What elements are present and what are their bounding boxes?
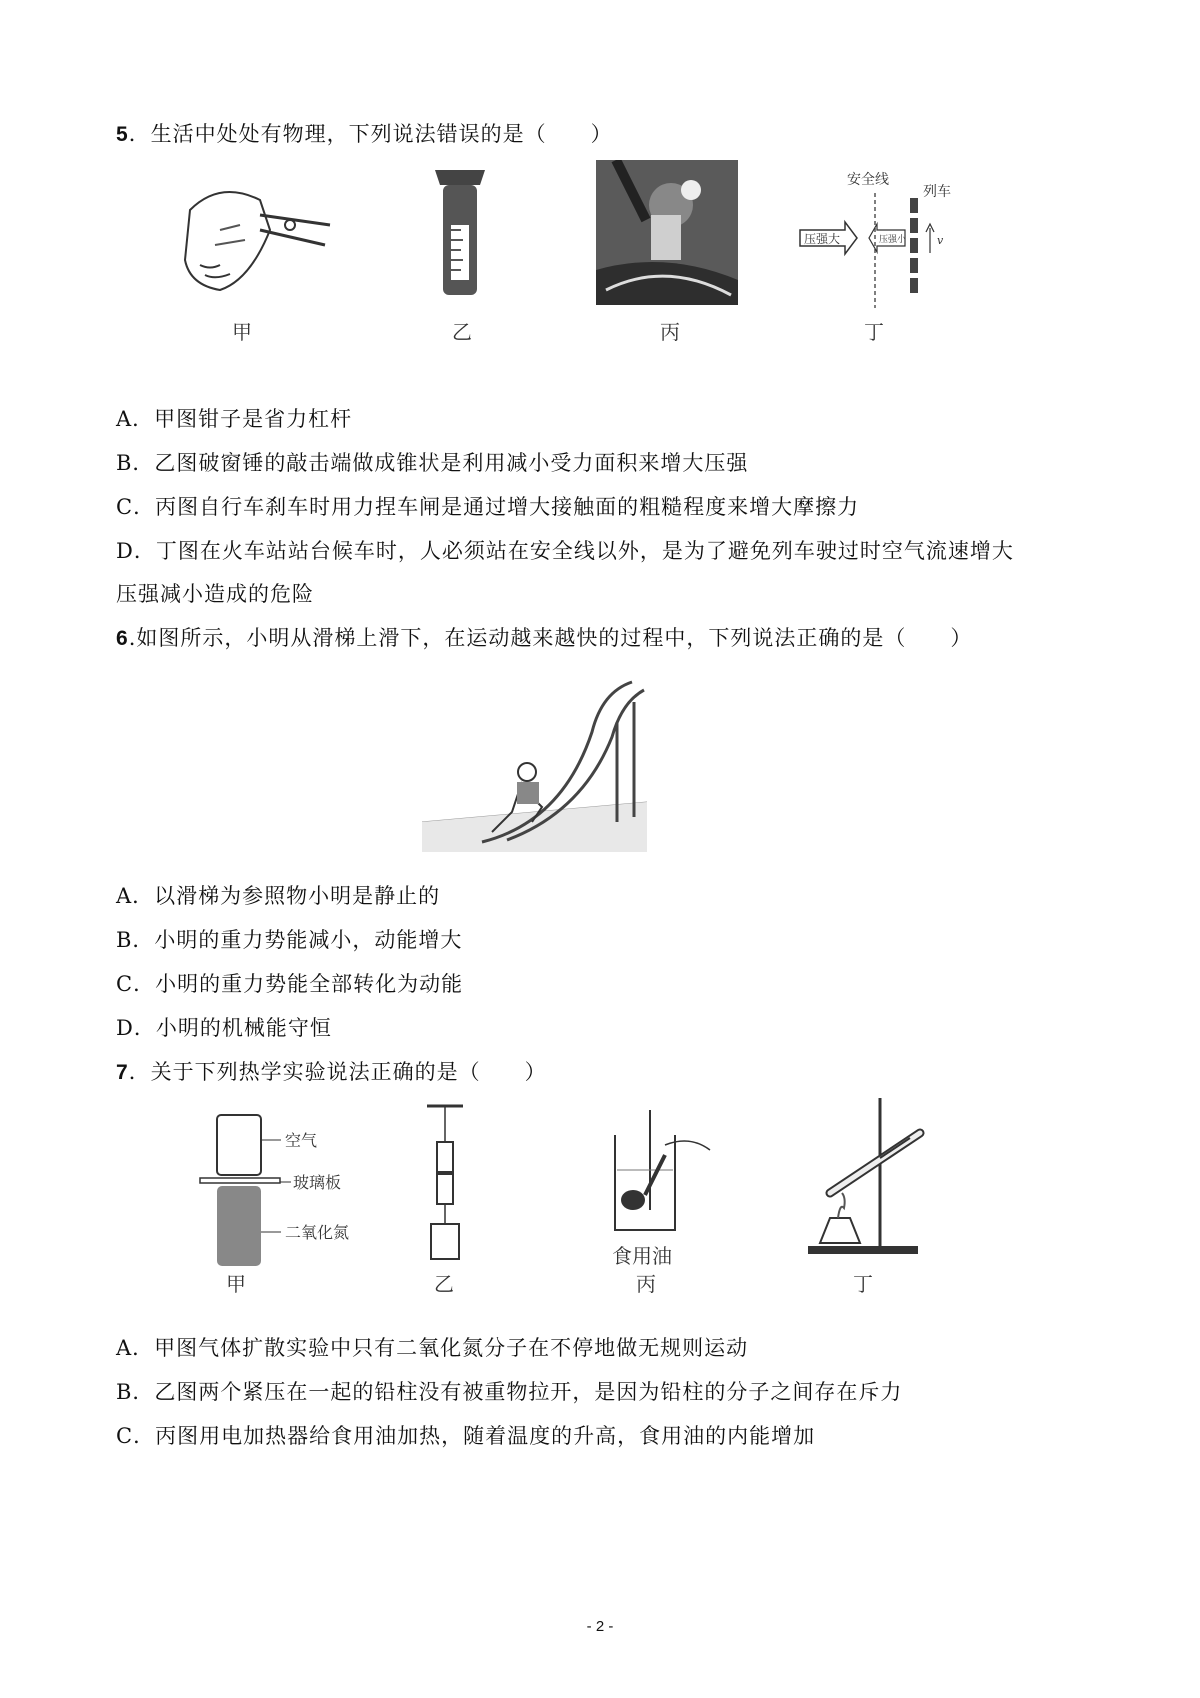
velocity-label: v xyxy=(937,234,944,247)
q5-option-a: A．甲图钳子是省力杠杆 xyxy=(116,407,353,431)
caption-yi: 乙 xyxy=(434,1272,454,1296)
caption-jia: 甲 xyxy=(232,320,252,344)
test-tube-heating-figure xyxy=(800,1098,940,1258)
glass-label: 玻璃板 xyxy=(293,1173,342,1192)
window-hammer-figure xyxy=(425,165,495,305)
q6-option-c: C．小明的重力势能全部转化为动能 xyxy=(116,972,464,996)
caption-ding: 丁 xyxy=(864,320,884,344)
air-label: 空气 xyxy=(285,1131,318,1150)
q5-option-b: B．乙图破窗锤的敲击端做成锥状是利用减小受力面积来增大压强 xyxy=(116,451,749,475)
q7-option-c: C．丙图用电加热器给食用油加热，随着温度的升高，食用油的内能增加 xyxy=(116,1424,816,1448)
page-number: - 2 - xyxy=(586,1618,614,1635)
q6-option-d: D．小明的机械能守恒 xyxy=(116,1016,332,1040)
q5-option-d-continued: 压强减小造成的危险 xyxy=(116,582,314,606)
question-5-stem xyxy=(116,118,613,148)
question-text: .如图所示，小明从滑梯上滑下，在运动越来越快的过程中，下列说法正确的是（ ） xyxy=(128,626,973,650)
question-text: ．生活中处处有物理，下列说法错误的是（ ） xyxy=(128,122,613,146)
q5-option-c: C．丙图自行车刹车时用力捏车闸是通过增大接触面的粗糙程度来增大摩擦力 xyxy=(116,495,860,519)
question-6-stem xyxy=(116,622,972,652)
pliers-figure xyxy=(160,170,350,310)
train-label: 列车 xyxy=(923,184,951,200)
low-pressure-label: 压强小 xyxy=(879,235,907,245)
q7-option-a: A．甲图气体扩散实验中只有二氧化氮分子在不停地做无规则运动 xyxy=(116,1336,749,1360)
oil-label: 食用油 xyxy=(612,1244,672,1268)
q6-option-a: A．以滑梯为参照物小明是静止的 xyxy=(116,884,441,908)
gas-diffusion-figure xyxy=(195,1110,370,1275)
q7-option-b: B．乙图两个紧压在一起的铅柱没有被重物拉开，是因为铅柱的分子之间存在斥力 xyxy=(116,1380,903,1404)
bicycle-brake-photo xyxy=(596,160,738,305)
question-number: 6 xyxy=(116,627,129,650)
slide-figure xyxy=(422,672,647,852)
q6-option-b: B．小明的重力势能减小，动能增大 xyxy=(116,928,463,952)
safety-line-diagram xyxy=(795,168,965,308)
lead-cylinders-figure xyxy=(425,1102,465,1267)
caption-jia: 甲 xyxy=(226,1272,246,1296)
q5-option-d: D．丁图在火车站站台候车时，人必须站在安全线以外，是为了避免列车驶过时空气流速增大 xyxy=(116,539,1014,563)
caption-ding: 丁 xyxy=(853,1272,873,1296)
oil-beaker-figure xyxy=(605,1110,715,1240)
question-text: ．关于下列热学实验说法正确的是（ ） xyxy=(128,1060,547,1084)
safety-line-label: 安全线 xyxy=(847,172,889,188)
no2-label: 二氧化氮 xyxy=(285,1223,350,1242)
question-number: 7 xyxy=(116,1061,129,1084)
high-pressure-label: 压强大 xyxy=(804,232,841,246)
caption-bing: 丙 xyxy=(636,1272,656,1296)
caption-bing: 丙 xyxy=(660,320,680,344)
question-number: 5 xyxy=(116,123,129,146)
caption-yi: 乙 xyxy=(452,320,472,344)
question-7-stem xyxy=(116,1056,547,1086)
